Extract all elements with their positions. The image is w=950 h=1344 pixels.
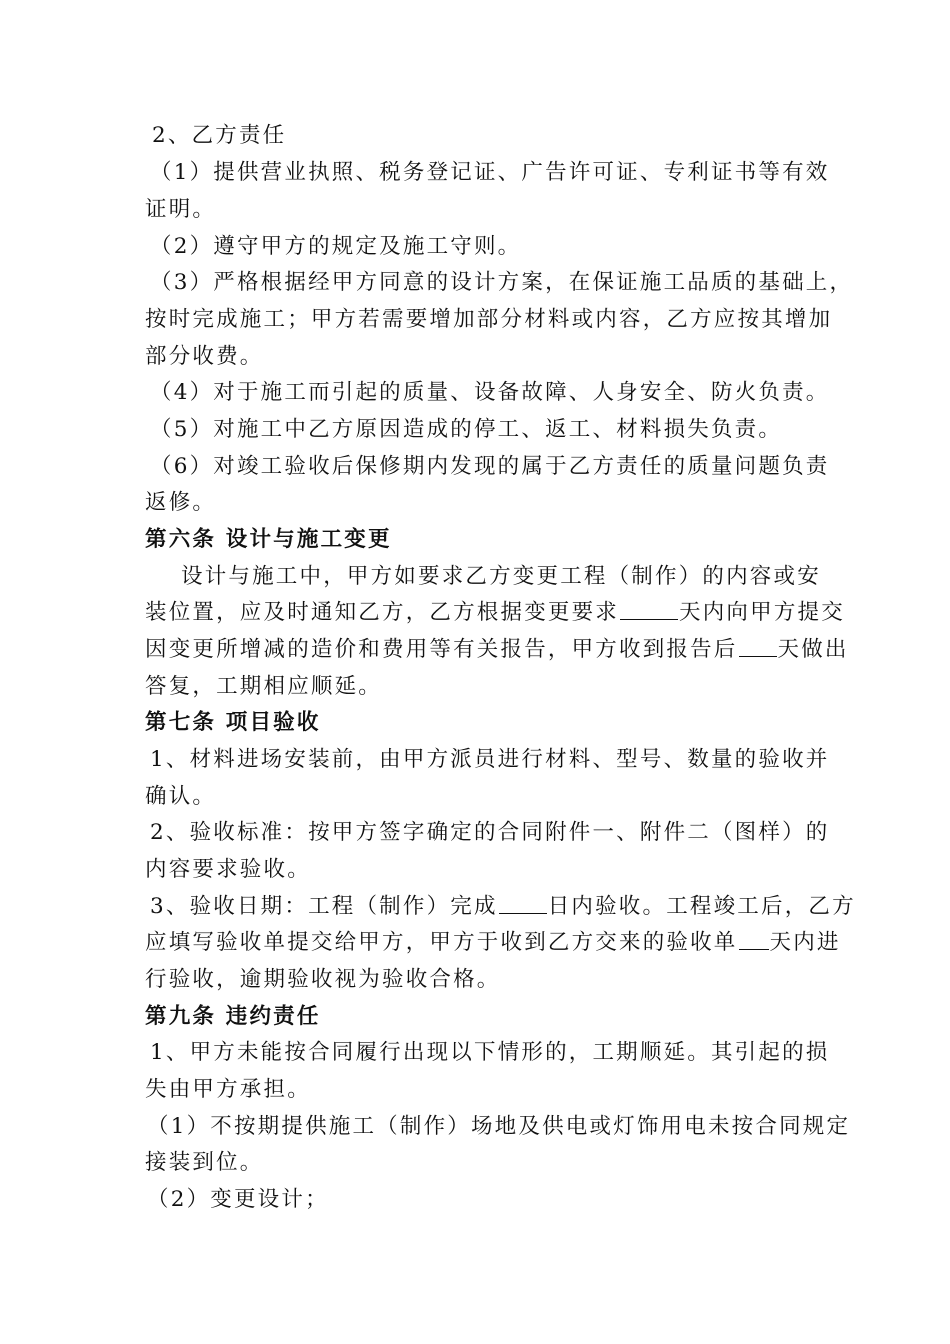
section-heading-party-b: 2、乙方责任 — [152, 123, 287, 148]
line-text: 3、验收日期：工程（制作）完成 — [150, 894, 498, 919]
paragraph-line — [145, 635, 849, 665]
fill-blank — [739, 636, 777, 657]
clause-line: （1）提供营业执照、税务登记证、广告许可证、专利证书等有效 — [150, 160, 830, 185]
line-text: 天内向甲方提交 — [679, 600, 845, 625]
clause-line: 2、验收标准：按甲方签字确定的合同附件一、附件二（图样）的 — [150, 820, 830, 845]
line-text: 天内进 — [769, 930, 841, 955]
clause-line: （2）遵守甲方的规定及施工守则。 — [150, 234, 522, 259]
paragraph-line: 答复，工期相应顺延。 — [145, 674, 383, 699]
clause-line: （1）不按期提供施工（制作）场地及供电或灯饰用电未按合同规定 — [147, 1114, 851, 1139]
clause-line — [145, 928, 841, 958]
line-text: 装位置，应及时通知乙方，乙方根据变更要求 — [145, 600, 620, 625]
clause-line: （3）严格根据经甲方同意的设计方案，在保证施工品质的基础上， — [150, 270, 854, 295]
line-text: 天做出 — [777, 637, 849, 662]
clause-line: （4）对于施工而引起的质量、设备故障、人身安全、防火负责。 — [150, 380, 830, 405]
fill-blank — [739, 929, 769, 950]
article-heading-nine: 第九条 违约责任 — [145, 1004, 321, 1029]
clause-line: 内容要求验收。 — [145, 857, 311, 882]
clause-line: 1、材料进场安装前，由甲方派员进行材料、型号、数量的验收并 — [150, 747, 830, 772]
fill-blank — [499, 893, 547, 914]
line-text: 应填写验收单提交给甲方，甲方于收到乙方交来的验收单 — [145, 930, 738, 955]
clause-line: 按时完成施工；甲方若需要增加部分材料或内容，乙方应按其增加 — [145, 307, 833, 332]
clause-line: （5）对施工中乙方原因造成的停工、返工、材料损失负责。 — [150, 417, 783, 442]
line-text: 因变更所增减的造价和费用等有关报告，甲方收到报告后 — [145, 637, 738, 662]
clause-line: 行验收，逾期验收视为验收合格。 — [145, 967, 501, 992]
clause-line: 部分收费。 — [145, 344, 264, 369]
article-heading-six: 第六条 设计与施工变更 — [145, 527, 392, 552]
paragraph-line: 设计与施工中，甲方如要求乙方变更工程（制作）的内容或安 — [181, 564, 821, 589]
paragraph-line — [145, 598, 845, 628]
line-text: 日内验收。工程竣工后，乙方 — [547, 894, 856, 919]
clause-line: （2）变更设计； — [147, 1187, 329, 1212]
clause-line: （6）对竣工验收后保修期内发现的属于乙方责任的质量问题负责 — [150, 454, 830, 479]
clause-line — [150, 892, 856, 922]
clause-line: 返修。 — [145, 490, 217, 515]
clause-line: 失由甲方承担。 — [145, 1077, 311, 1102]
clause-line: 证明。 — [145, 197, 217, 222]
clause-line: 接装到位。 — [145, 1150, 264, 1175]
article-heading-seven: 第七条 项目验收 — [145, 710, 321, 735]
clause-line: 确认。 — [145, 784, 217, 809]
clause-line: 1、甲方未能按合同履行出现以下情形的，工期顺延。其引起的损 — [150, 1040, 830, 1065]
fill-blank — [620, 599, 678, 620]
